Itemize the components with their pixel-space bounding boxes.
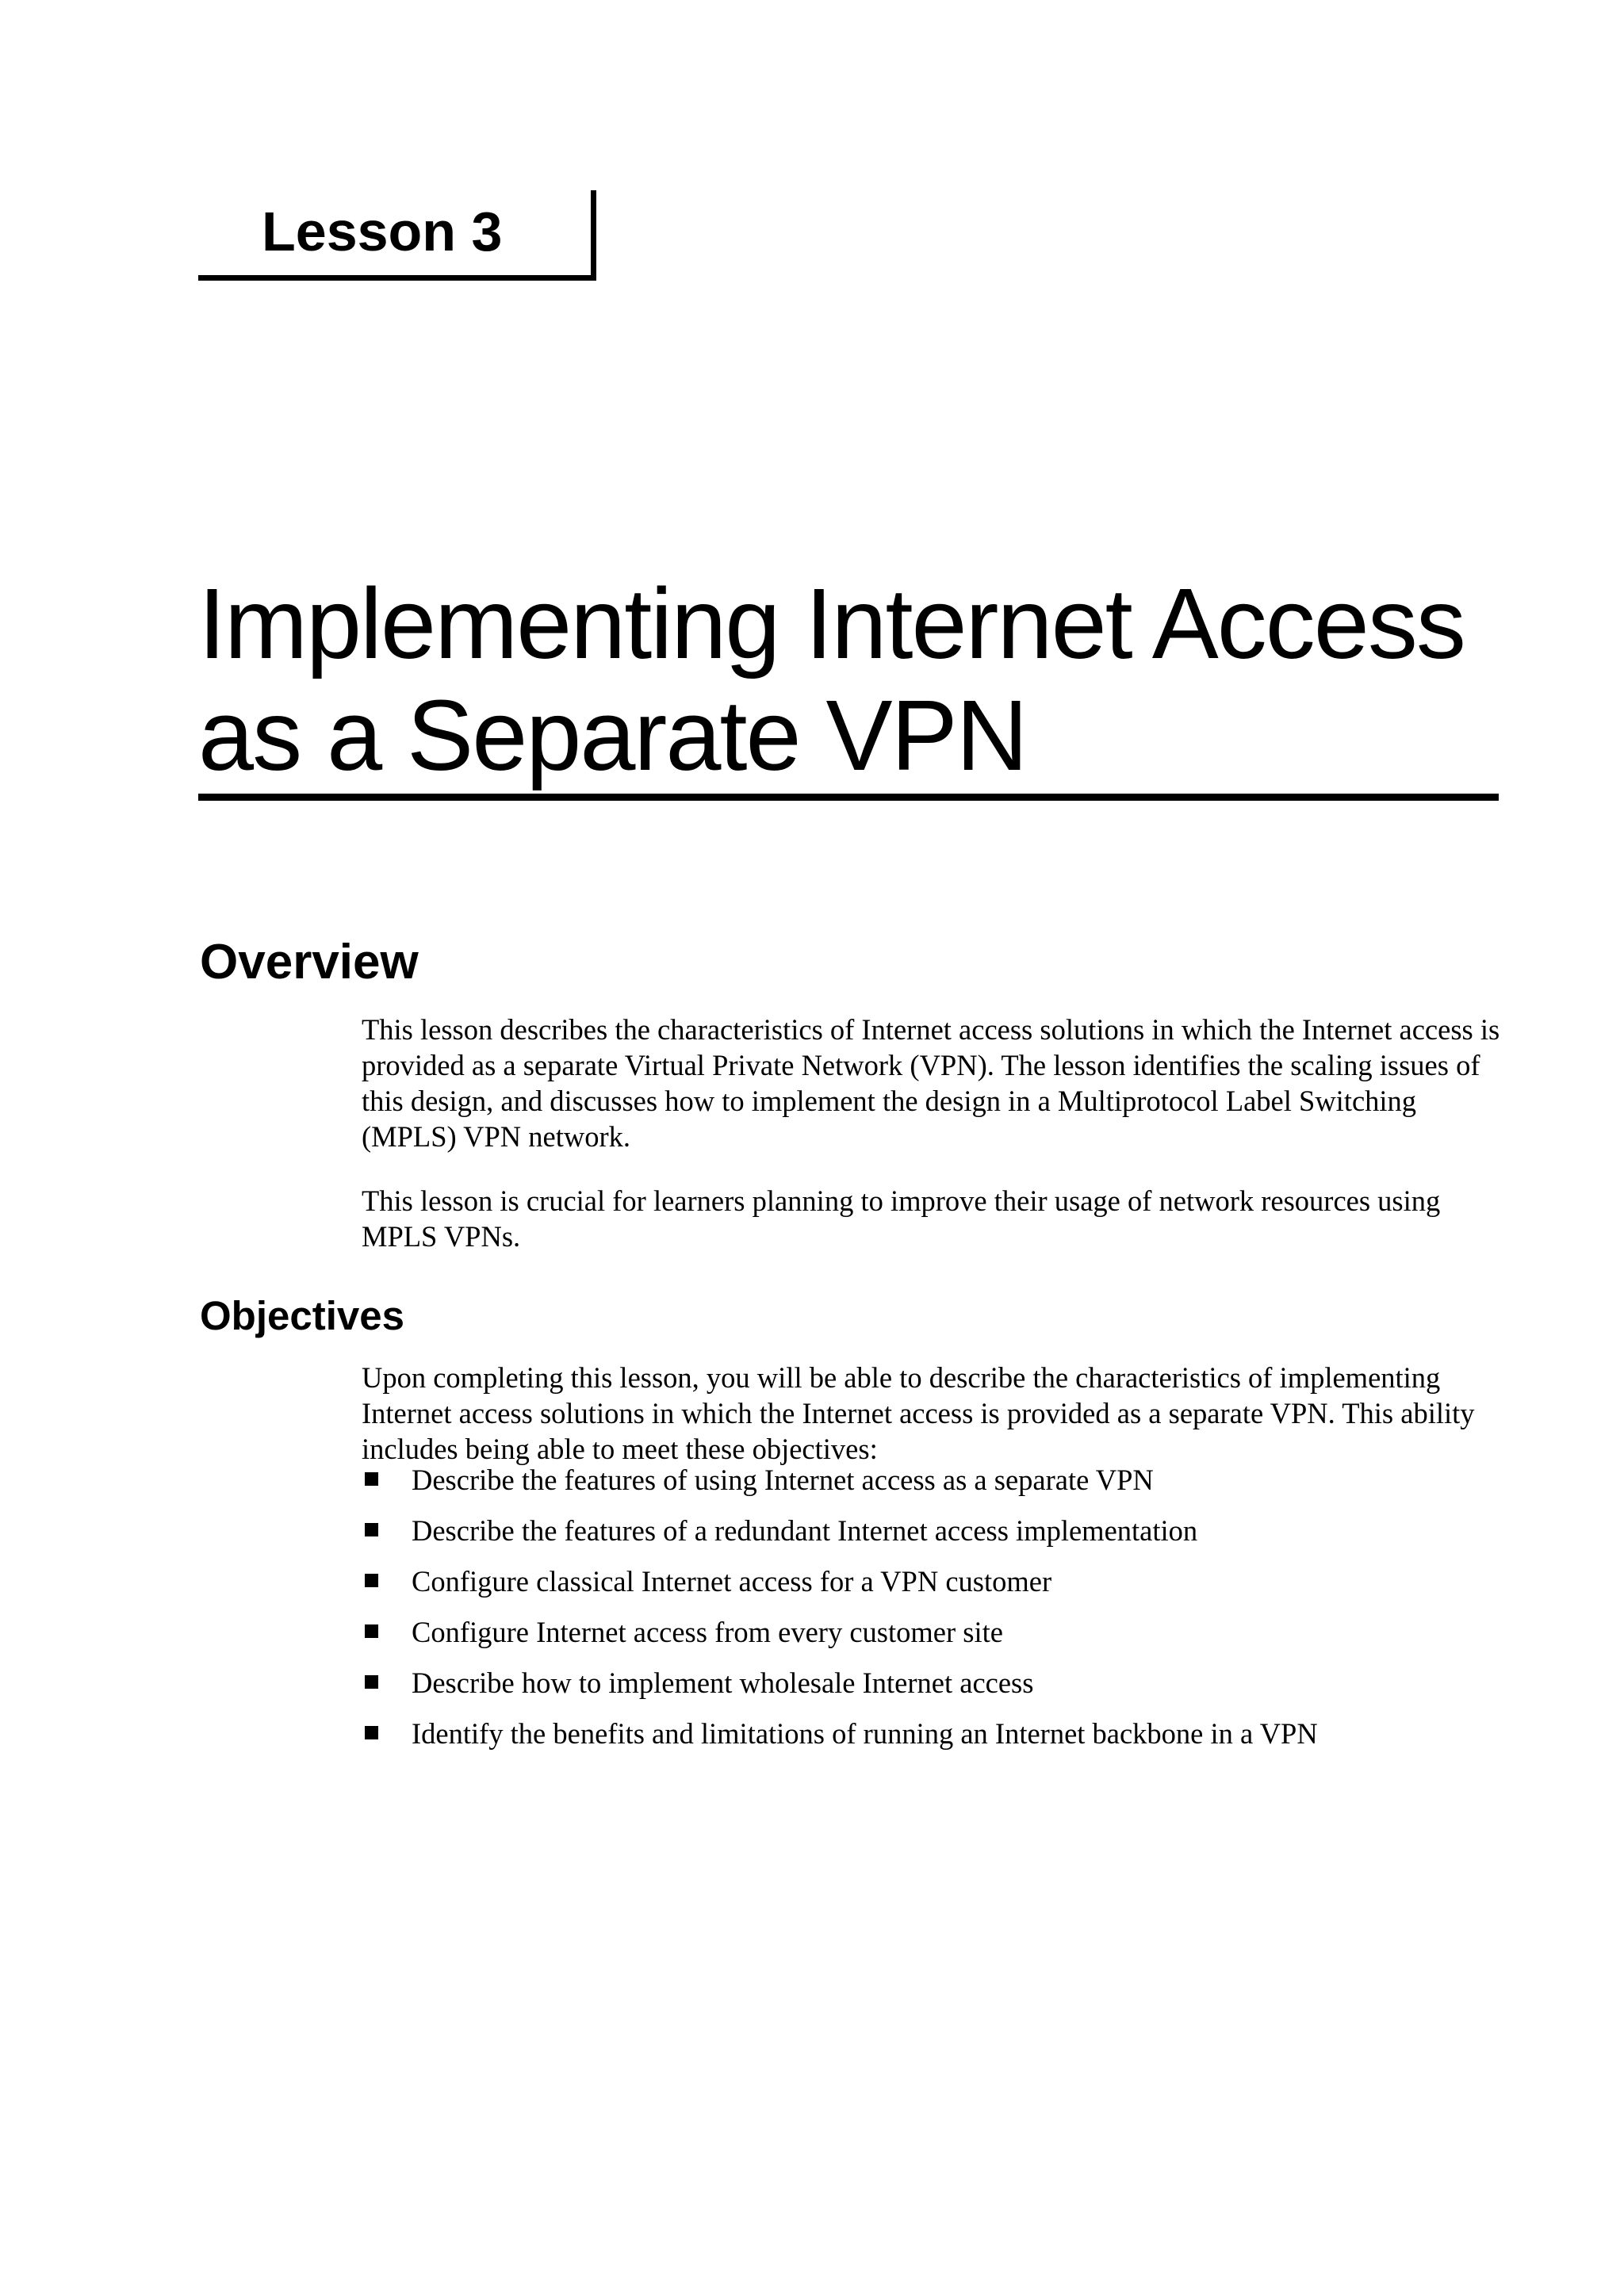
- objective-item: [362, 1716, 1503, 1766]
- lesson-label: [198, 190, 596, 281]
- square-bullet-icon: [365, 1574, 378, 1587]
- objective-item: [362, 1462, 1503, 1513]
- lesson-number: Lesson 3: [262, 201, 503, 262]
- square-bullet-icon: [365, 1675, 378, 1689]
- overview-paragraph-1: This lesson describes the characteristics of Internet access solutions in which the Internet access is provided as a separate Virtual Private Network (VPN). The lesson identifies the scaling issues of this design, and discusses how to implement the design in a Multiprotocol Label Switching (MPLS) VPN network.: [362, 1013, 1500, 1153]
- square-bullet-icon: [365, 1624, 378, 1638]
- square-bullet-icon: [365, 1523, 378, 1536]
- objective-text: Describe the features of a redundant Internet access implementation: [412, 1514, 1198, 1547]
- objective-item: [362, 1614, 1503, 1665]
- objectives-list: [362, 1462, 1503, 1766]
- overview-paragraph-2: This lesson is crucial for learners planning to improve their usage of network resources using MPLS VPNs.: [362, 1184, 1441, 1253]
- objectives-intro: Upon completing this lesson, you will be able to describe the characteristics of implementing Internet access solutions in which the Internet access is provided as a separate VPN. This ability includes being able to meet these objectives:: [362, 1361, 1475, 1465]
- overview-heading: Overview: [200, 935, 419, 989]
- lesson-underline: [198, 275, 596, 281]
- objective-item: [362, 1563, 1503, 1614]
- objective-text: Describe the features of using Internet access as a separate VPN: [412, 1464, 1154, 1496]
- title-divider: [198, 794, 1499, 801]
- objectives-heading: Objectives: [200, 1293, 404, 1338]
- objective-item: [362, 1665, 1503, 1716]
- square-bullet-icon: [365, 1472, 378, 1486]
- square-bullet-icon: [365, 1726, 378, 1739]
- chapter-title: Implementing Internet Access as a Separate VPN: [198, 568, 1465, 791]
- objective-text: Describe how to implement wholesale Internet access: [412, 1667, 1034, 1699]
- objective-text: Configure classical Internet access for a VPN customer: [412, 1565, 1052, 1598]
- lesson-side-rule: [591, 190, 596, 281]
- objective-item: [362, 1513, 1503, 1563]
- objective-text: Identify the benefits and limitations of running an Internet backbone in a VPN: [412, 1717, 1318, 1750]
- objective-text: Configure Internet access from every customer site: [412, 1616, 1003, 1648]
